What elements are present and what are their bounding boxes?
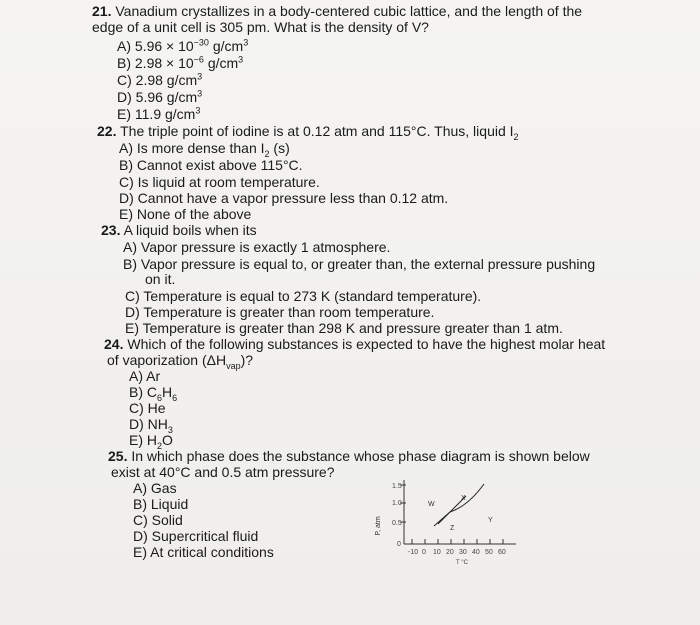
q22-option-a: A) Is more dense than $I_2$ (s) [119, 140, 290, 159]
y-tick-label: 1.5 [392, 483, 402, 490]
q24-option-b: B) $C_6H_6$ [129, 384, 178, 403]
q21-stem-line1: 21. Vanadium crystallizes in a body-centered cubic lattice, and the length of the [92, 3, 583, 19]
q23-option-c: C) Temperature is equal to 273 K (standard temperature). [125, 288, 482, 304]
q22-option-d: D) Cannot have a vapor pressure less than 0.12 atm. [119, 190, 449, 206]
region-label-y: Y [488, 517, 493, 524]
phase-diagram [368, 476, 528, 576]
q21-option-d: D) 5.96 $g/cm^3$ [117, 88, 203, 105]
q25-option-b: B) Liquid [133, 496, 189, 512]
phase-diagram-y-axis-label: P, atm [375, 516, 382, 536]
q25-option-a: A) Gas [133, 480, 177, 496]
q22-option-e: E) None of the above [119, 206, 252, 222]
q24-stem-line1: 24. Which of the following substances is expected to have the highest molar heat [104, 336, 606, 352]
q24-option-c: C) He [129, 400, 166, 416]
x-tick-label: 20 [446, 549, 454, 556]
x-tick-marks [412, 539, 503, 544]
q24-option-e: E) $H_2O$ [129, 432, 173, 451]
q21-stem-line2: edge of a unit cell is 305 pm. What is the density of V? [92, 19, 429, 35]
q23-option-d: D) Temperature is greater than room temperature. [125, 304, 435, 320]
q23-stem: 23. A liquid boils when its [101, 222, 257, 238]
region-label-x: X [461, 495, 466, 502]
q23-option-e: E) Temperature is greater than 298 K and pressure greater than 1 atm. [125, 320, 563, 336]
q24-option-a: A) Ar [129, 368, 161, 384]
q23-option-b: B) Vapor pressure is equal to, or greater than, the external pressure pushing [123, 256, 596, 272]
q25-stem-line2: exist at 40°C and 0.5 atm pressure? [111, 464, 335, 480]
q25-option-d: D) Supercritical fluid [133, 528, 259, 544]
x-tick-label: 10 [433, 549, 441, 556]
x-tick-label: 0 [422, 549, 426, 556]
q25-option-e: E) At critical conditions [133, 544, 274, 560]
q21-option-c: C) 2.98 $g/cm^3$ [117, 71, 203, 88]
q25-stem-line1: 25. In which phase does the substance whose phase diagram is shown below [108, 448, 590, 464]
x-tick-label: 50 [485, 549, 493, 556]
q22-option-b: B) Cannot exist above 115°C. [119, 157, 303, 173]
q22-stem: 22. The triple point of iodine is at 0.12 atm and 115°C. Thus, liquid $I_2$ [97, 123, 519, 142]
q24-stem-line2: of vaporization $(\Delta H_{vap})$? [107, 352, 254, 371]
phase-diagram-x-axis-label: T °C [456, 560, 468, 566]
q22-option-c: C) Is liquid at room temperature. [119, 174, 320, 190]
q25-option-c: C) Solid [133, 512, 183, 528]
x-tick-label: -10 [408, 549, 419, 556]
solid-gas-boundary [434, 512, 450, 526]
q23-option-a: A) Vapor pressure is exactly 1 atmosphere. [123, 239, 391, 255]
y-tick-label: 1.0 [392, 500, 402, 507]
q24-option-d: D) $NH_3$ [129, 416, 173, 435]
region-label-z: Z [450, 525, 455, 532]
phase-diagram-svg [368, 476, 528, 576]
q23-option-b-continued: on it. [145, 271, 176, 287]
q21-option-b: B) $2.98 \times 10^{-6}$ $g/cm^3$ [117, 54, 244, 71]
x-tick-label: 30 [459, 549, 467, 556]
liquid-gas-boundary [450, 484, 484, 512]
q21-option-a: A) $5.96 \times 10^{-30}$ $g/cm^3$ [117, 37, 249, 54]
y-tick-label: 0 [397, 541, 401, 548]
region-label-w: W [428, 501, 435, 508]
x-tick-label: 60 [498, 549, 506, 556]
q21-option-e: E) 11.9 $g/cm^3$ [117, 105, 201, 122]
y-tick-label: 0.5 [392, 520, 402, 527]
x-tick-label: 40 [472, 549, 480, 556]
